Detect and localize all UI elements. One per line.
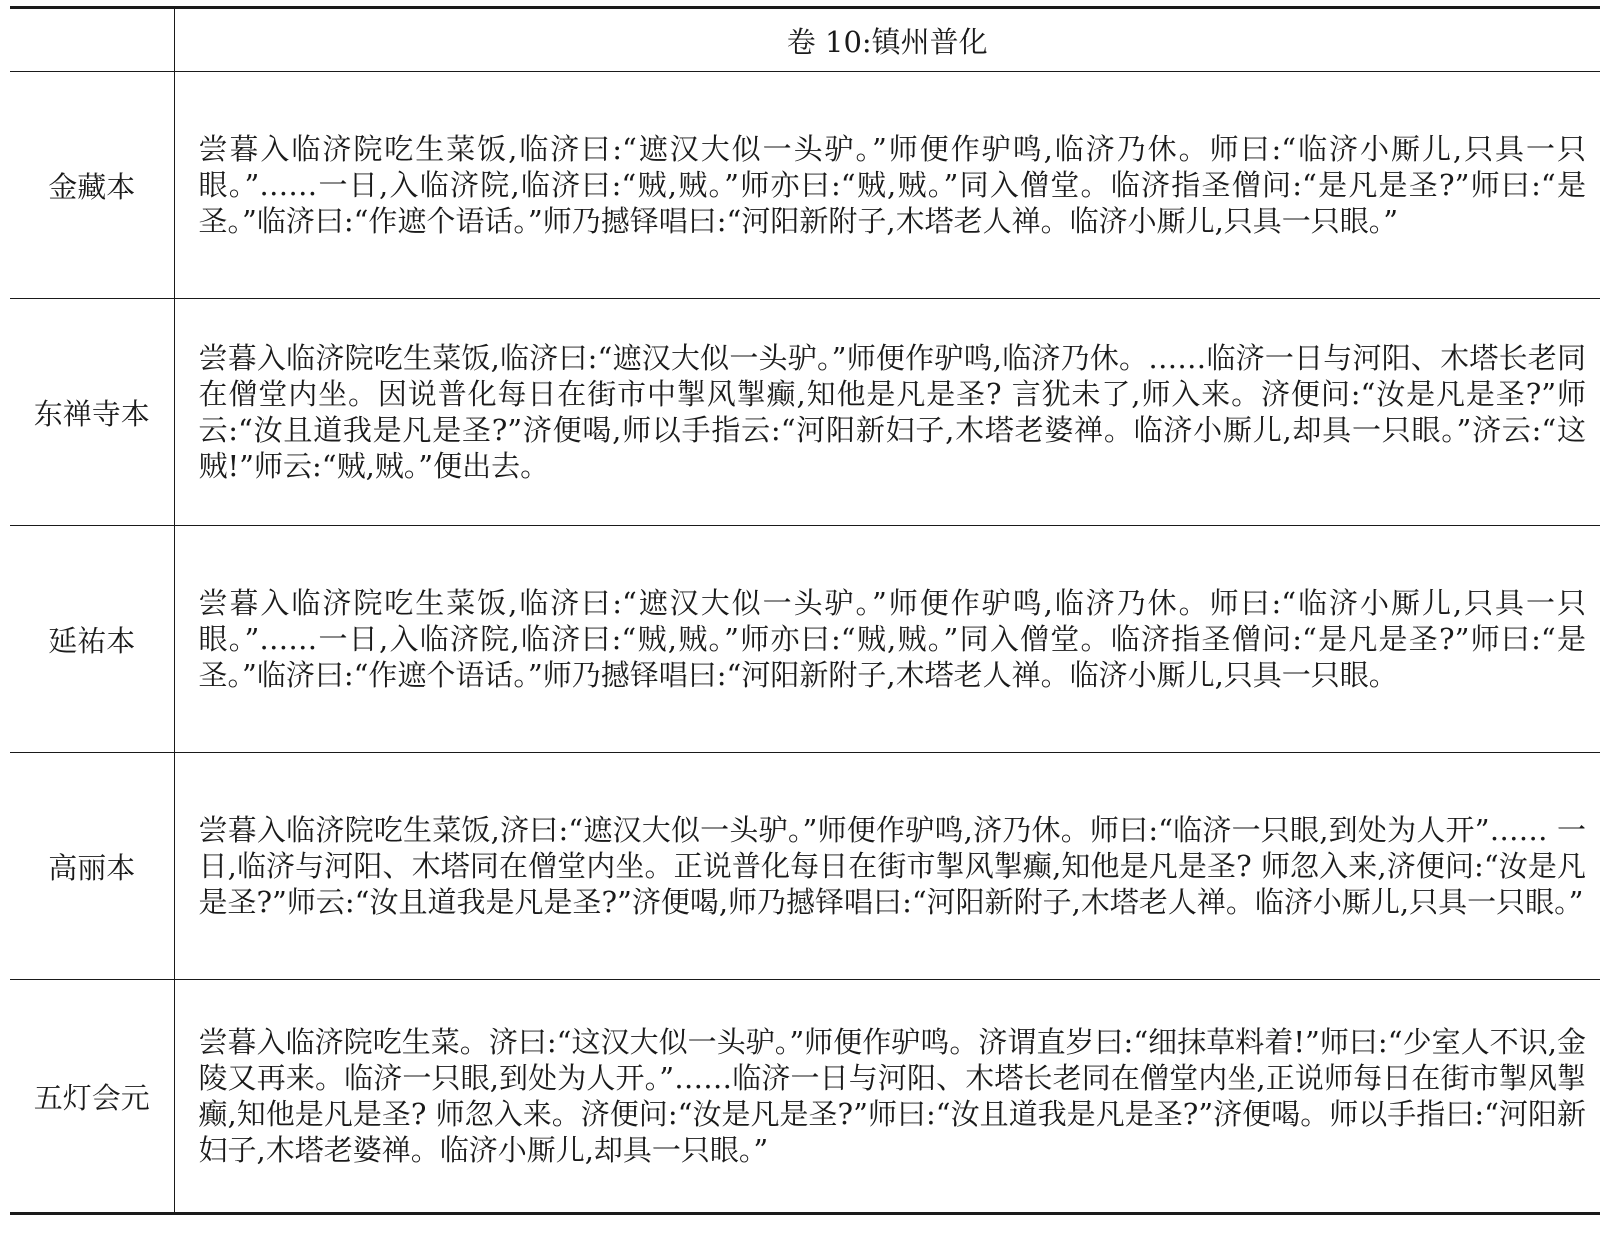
edition-label: 五灯会元 [10, 980, 174, 1214]
table-header-row [10, 8, 1600, 72]
table-row [10, 72, 1600, 299]
edition-label: 东禅寺本 [10, 299, 174, 526]
table-row [10, 753, 1600, 980]
table-row [10, 980, 1600, 1214]
edition-label: 金藏本 [10, 72, 174, 299]
table-row [10, 299, 1600, 526]
edition-label: 高丽本 [10, 753, 174, 980]
edition-text: 尝暮入临济院吃生菜饭,济曰:“遮汉大似一头驴。”师便作驴鸣,济乃休。师曰:“临济一只眼,到处为人开”…… 一日,临济与河阳、木塔同在僧堂内坐。正说普化每日在街市掣风掣癫,知他是凡是圣? 师忽入来,济便问:“汝是凡是圣?”师云:“汝且道我是凡是圣?”济便喝,师乃撼铎唱曰:“河阳新附子,木塔老人禅。临济小厮儿,只具一只眼。” [174, 753, 1600, 980]
collation-table [10, 6, 1600, 1215]
table-title: 卷 10:镇州普化 [174, 8, 1600, 72]
edition-text: 尝暮入临济院吃生菜饭,临济曰:“遮汉大似一头驴。”师便作驴鸣,临济乃休。师曰:“临济小厮儿,只具一只眼。”……一日,入临济院,临济曰:“贼,贼。”师亦曰:“贼,贼。”同入僧堂。临济指圣僧问:“是凡是圣?”师曰:“是圣。”临济曰:“作遮个语话。”师乃撼铎唱曰:“河阳新附子,木塔老人禅。临济小厮儿,只具一只眼。 [174, 526, 1600, 753]
edition-label: 延祐本 [10, 526, 174, 753]
edition-text: 尝暮入临济院吃生菜饭,临济曰:“遮汉大似一头驴。”师便作驴鸣,临济乃休。师曰:“临济小厮儿,只具一只眼。”……一日,入临济院,临济曰:“贼,贼。”师亦曰:“贼,贼。”同入僧堂。临济指圣僧问:“是凡是圣?”师曰:“是圣。”临济曰:“作遮个语话。”师乃撼铎唱曰:“河阳新附子,木塔老人禅。临济小厮儿,只具一只眼。” [174, 72, 1600, 299]
edition-text: 尝暮入临济院吃生菜饭,临济曰:“遮汉大似一头驴。”师便作驴鸣,临济乃休。……临济一日与河阳、木塔长老同在僧堂内坐。因说普化每日在街市中掣风掣癫,知他是凡是圣? 言犹未了,师入来。济便问:“汝是凡是圣?”师云:“汝且道我是凡是圣?”济便喝,师以手指云:“河阳新妇子,木塔老婆禅。临济小厮儿,却具一只眼。”济云:“这贼!”师云:“贼,贼。”便出去。 [174, 299, 1600, 526]
header-blank-cell [10, 8, 174, 72]
edition-text: 尝暮入临济院吃生菜。济曰:“这汉大似一头驴。”师便作驴鸣。济谓直岁曰:“细抹草料着!”师曰:“少室人不识,金陵又再来。临济一只眼,到处为人开。”……临济一日与河阳、木塔长老同在僧堂内坐,正说师每日在街市掣风掣癫,知他是凡是圣? 师忽入来。济便问:“汝是凡是圣?”师曰:“汝且道我是凡是圣?”济便喝。师以手指曰:“河阳新妇子,木塔老婆禅。临济小厮儿,却具一只眼。” [174, 980, 1600, 1214]
table-row [10, 526, 1600, 753]
